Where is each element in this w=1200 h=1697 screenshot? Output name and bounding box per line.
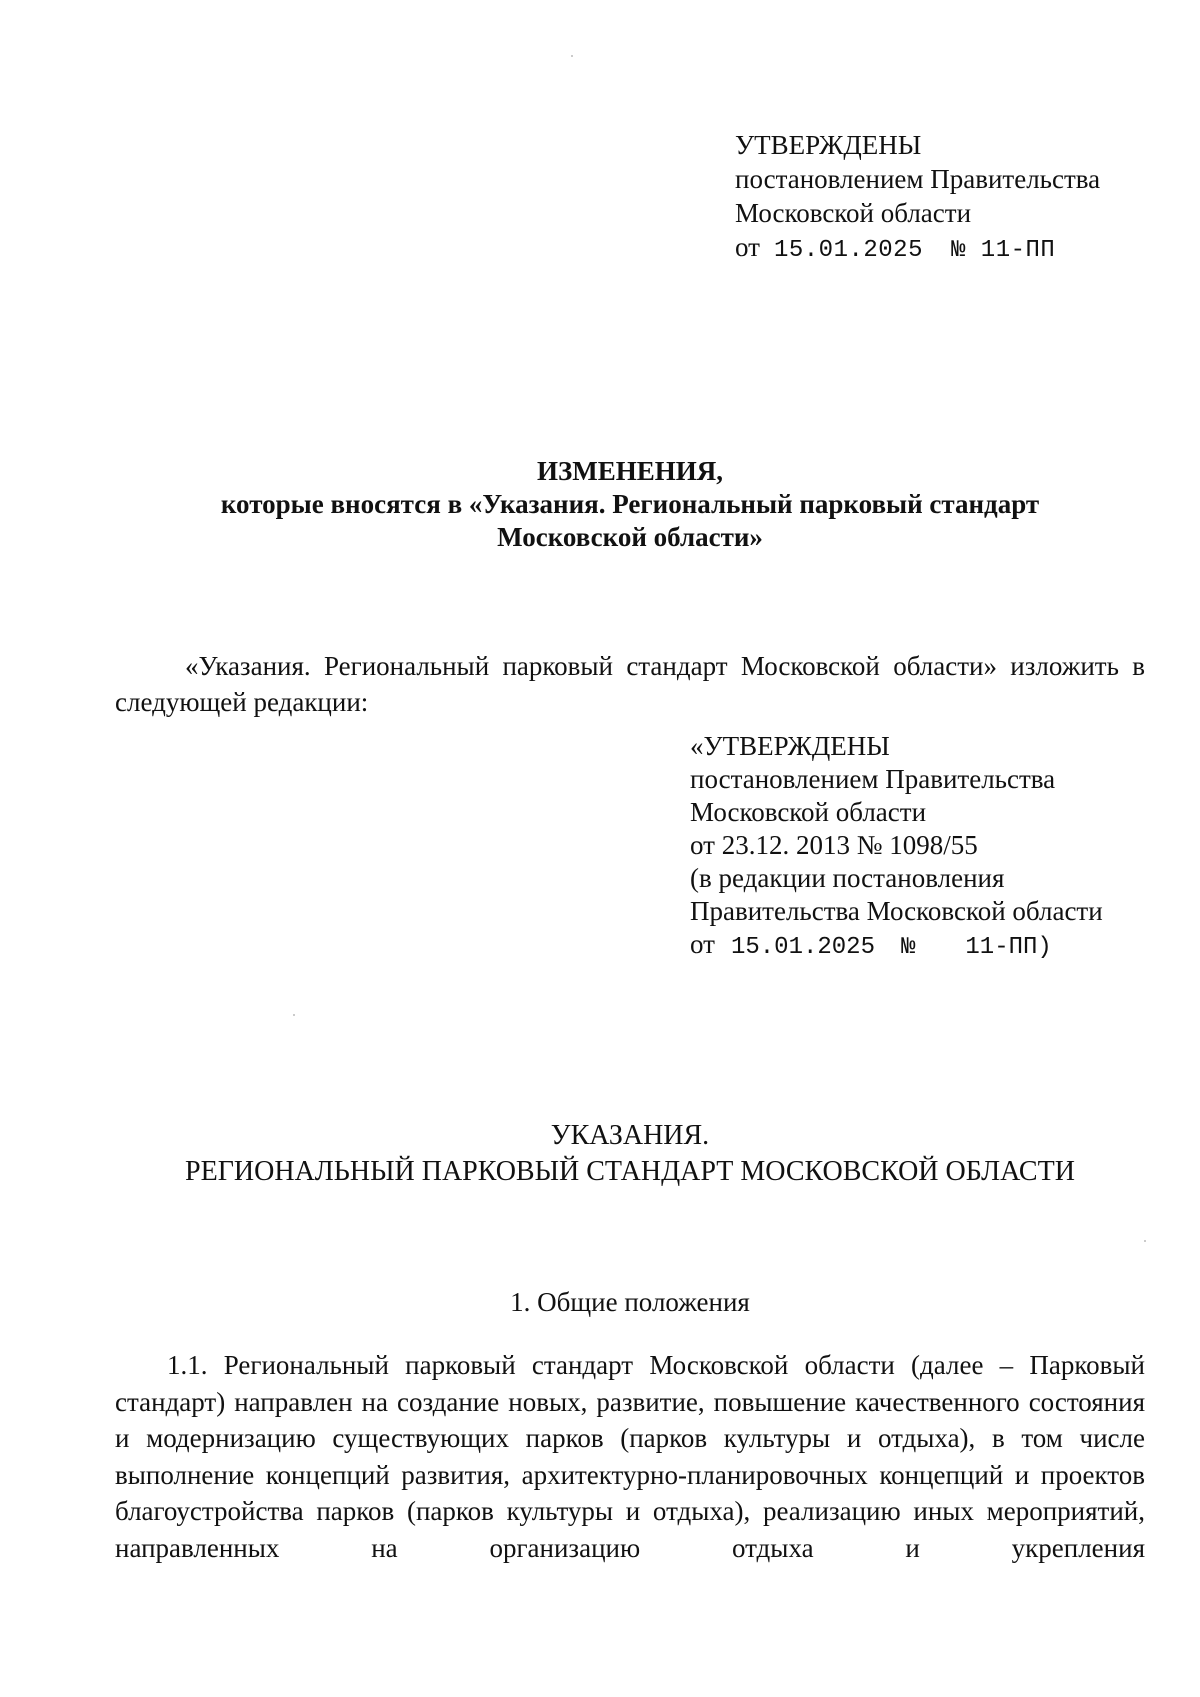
intro-text: «Указания. Региональный парковый стандарт Московской области» изложить в следующей редакции: [115, 651, 1145, 717]
approval2-line-5: (в редакции постановления [690, 863, 1005, 893]
approval2-date: 15.01.2025 [730, 934, 875, 961]
scan-speck [1144, 1240, 1146, 1242]
scan-speck [571, 55, 573, 57]
approval2-date-line [690, 928, 1103, 964]
approval-heading: УТВЕРЖДЕНЫ [735, 130, 922, 160]
approval-block-second [690, 730, 1103, 964]
main-heading [100, 1118, 1160, 1190]
approval2-line-4: от 23.12. 2013 № 1098/55 [690, 830, 978, 860]
approval2-heading: «УТВЕРЖДЕНЫ [690, 731, 890, 761]
scan-speck [293, 1014, 295, 1016]
approval-line-2: постановлением Правительства [735, 164, 1101, 194]
section-heading: 1. Общие положения [510, 1287, 750, 1317]
approval2-line-6: Правительства Московской области [690, 896, 1103, 926]
approval-date-prefix: от [735, 232, 760, 262]
approval2-number-sign: № [900, 934, 916, 961]
approval-date: 15.01.2025 [773, 237, 923, 264]
approval-number: № 11-ПП [950, 237, 1056, 264]
document-title [100, 455, 1160, 554]
approval2-date-prefix: от [690, 929, 715, 959]
title-line-3: Московской области» [497, 522, 763, 552]
approval2-line-3: Московской области [690, 797, 927, 827]
title-line-2: которые вносятся в «Указания. Региональный парковый стандарт [220, 489, 1040, 519]
intro-paragraph [115, 648, 1145, 720]
approval2-line-2: постановлением Правительства [690, 764, 1056, 794]
approval-date-line [735, 230, 1100, 268]
main-heading-line-2: РЕГИОНАЛЬНЫЙ ПАРКОВЫЙ СТАНДАРТ МОСКОВСКОЙ ОБЛАСТИ [185, 1156, 1075, 1187]
main-heading-line-1: УКАЗАНИЯ. [550, 1120, 710, 1151]
paragraph-1-1: 1.1. Региональный парковый стандарт Московской области (далее – Парковый стандарт) направлен на создание новых, развитие, повышение качественного состояния и модернизацию существующих парков (парков культуры и отдыха), в том числе выполнение концепций развития, архитектурно-планировочных концепций и проектов благоустройства парков (парков культуры и отдыха), реализацию иных мероприятий, направленных на организацию отдыха и укрепления [115, 1350, 1145, 1563]
approval-line-3: Московской области [735, 198, 972, 228]
title-line-1: ИЗМЕНЕНИЯ, [536, 456, 723, 486]
approval2-number: 11-ПП) [965, 934, 1052, 961]
approval-block-top [735, 128, 1100, 268]
